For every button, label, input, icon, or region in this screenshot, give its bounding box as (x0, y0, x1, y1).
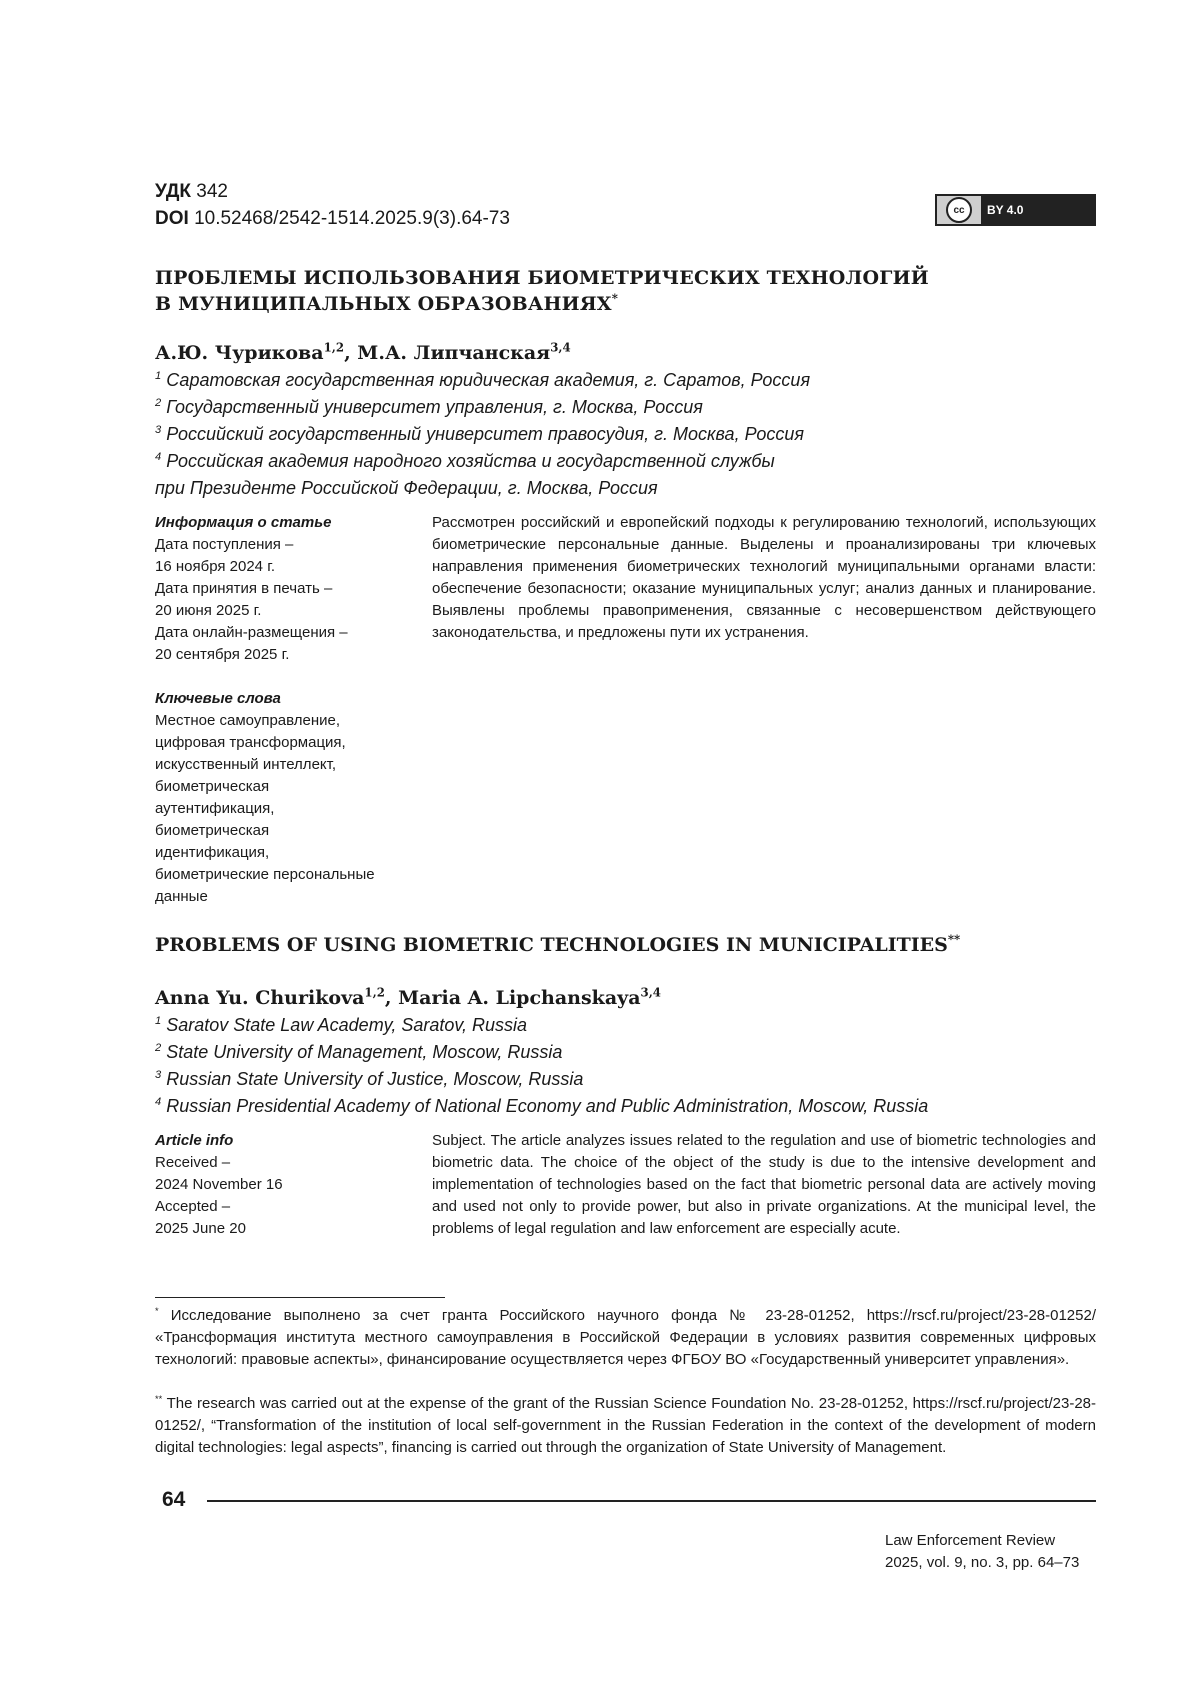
en-author-2: Maria A. Lipchanskaya (398, 987, 641, 1009)
en-title-text: PROBLEMS OF USING BIOMETRIC TECHNOLOGIES IN MUNICIPALITIES (155, 934, 948, 956)
ru-keyword-line: данные (155, 888, 208, 905)
footer-divider (207, 1500, 1096, 1502)
cc-icon-wrap (937, 196, 981, 224)
ru-author-1-sup: 1,2 (323, 340, 345, 355)
udk-value: 342 (196, 181, 228, 202)
en-abstract: Subject. The article analyzes issues related to the regulation and use of biometric technologies and biometric data. The choice of the object of the study is due to the intensive development and implementation of technologies based on the fact that biometric personal data are actively moving and used not only to provide power, but also in private organizations. At the municipal level, the problems of legal regulation and law enforcement are especially acute. (432, 1132, 1096, 1237)
ru-keywords (155, 688, 410, 908)
en-aff-num: 4 (155, 1096, 162, 1108)
en-affiliation (155, 1093, 1115, 1120)
doi-value[interactable]: 10.52468/2542-1514.2025.9(3).64-73 (194, 208, 510, 229)
en-aff-text: Russian State University of Justice, Moscow, Russia (166, 1069, 584, 1089)
ru-title-line2: В МУНИЦИПАЛЬНЫХ ОБРАЗОВАНИЯХ (155, 293, 612, 315)
en-author-1: Anna Yu. Churikova (155, 987, 365, 1009)
en-article-info (155, 1130, 410, 1240)
ru-article-info (155, 512, 410, 666)
en-author-sep: , (384, 987, 399, 1009)
cc-license-badge[interactable] (935, 194, 1096, 226)
en-info-heading: Article info (155, 1132, 234, 1149)
ru-affiliations (155, 367, 1055, 502)
ru-aff-num: 3 (155, 424, 162, 436)
en-affiliation (155, 1012, 1115, 1039)
ru-keyword-line: аутентификация, (155, 800, 275, 817)
ru-affiliation (155, 367, 1055, 394)
en-author-1-sup: 1,2 (364, 985, 385, 1000)
en-aff-text: State University of Management, Moscow, Russia (166, 1042, 563, 1062)
ru-title-footnote-mark: * (611, 291, 619, 306)
udk-label: УДК (155, 181, 191, 202)
en-aff-text: Russian Presidential Academy of National Economy and Public Administration, Moscow, Russia (166, 1096, 929, 1116)
journal-volume: 2025, vol. 9, no. 3, pp. 64–73 (885, 1554, 1080, 1571)
en-info-line: 2024 November 16 (155, 1176, 283, 1193)
en-aff-text: Saratov State Law Academy, Saratov, Russia (166, 1015, 528, 1035)
udk-line (155, 180, 228, 204)
ru-info-heading: Информация о статье (155, 514, 332, 531)
ru-keyword-line: искусственный интеллект, (155, 756, 337, 773)
journal-name: Law Enforcement Review (885, 1532, 1056, 1549)
ru-keyword-line: цифровая трансформация, (155, 734, 346, 751)
ru-aff-text: Российская академия народного хозяйства и государственной службы (166, 451, 775, 471)
ru-author-1: А.Ю. Чурикова (155, 342, 324, 364)
ru-keywords-heading: Ключевые слова (155, 690, 281, 707)
footnote-mark: ** (155, 1394, 163, 1404)
ru-affiliation-4-cont: при Президенте Российской Федерации, г. Москва, Россия (155, 478, 658, 498)
en-title-footnote-mark: ** (947, 932, 961, 947)
doi-line (155, 207, 510, 231)
en-affiliations (155, 1012, 1115, 1120)
ru-affiliation (155, 448, 1055, 475)
en-info-line: Received – (155, 1154, 231, 1171)
ru-aff-num: 1 (155, 370, 162, 382)
ru-aff-text: Российский государственный университет правосудия, г. Москва, Россия (166, 424, 805, 444)
ru-info-line: Дата принятия в печать – (155, 580, 333, 597)
en-authors (155, 985, 661, 1011)
ru-keyword-line: биометрическая (155, 822, 270, 839)
page-number: 64 (162, 1488, 186, 1511)
footnote-divider (155, 1297, 445, 1298)
ru-authors (155, 340, 571, 366)
footnote-text: The research was carried out at the expense of the grant of the Russian Science Foundation No. 23-28-01252, https://rscf.ru/project/23-28-01252/, “Transformation of the institution of local self-government in the Russian Federation in the context of the development of modern digital technologies: legal aspects”, financing is carried out through the organization of State University of Management. (155, 1395, 1097, 1456)
footnote-en (155, 1393, 1096, 1459)
ru-title-line1: ПРОБЛЕМЫ ИСПОЛЬЗОВАНИЯ БИОМЕТРИЧЕСКИХ ТЕХНОЛОГИЙ (155, 267, 929, 289)
ru-author-2-sup: 3,4 (550, 340, 571, 355)
ru-abstract: Рассмотрен российский и европейский подходы к регулированию технологий, использующих биометрические персональные данные. Выделены и проанализированы три ключевых направления применения биометрических технологий муниципальными органами власти: обеспечение безопасности; оказание муниципальных услуг; анализ данных и планирование. Выявлены проблемы правоприменения, связанные с несовершенством действующего законодательства, и предложены пути их устранения. (432, 514, 1096, 641)
ru-affiliation (155, 394, 1055, 421)
en-aff-num: 1 (155, 1015, 162, 1027)
en-info-line: Accepted – (155, 1198, 231, 1215)
ru-aff-num: 2 (155, 397, 162, 409)
en-affiliation (155, 1066, 1115, 1093)
en-article-title (155, 932, 960, 958)
ru-author-sep: , (344, 342, 358, 364)
ru-keyword-line: биометрическая (155, 778, 270, 795)
ru-info-line: Дата онлайн-размещения – (155, 624, 348, 641)
ru-author-2: М.А. Липчанская (357, 342, 551, 364)
ru-keyword-line: идентификация, (155, 844, 270, 861)
journal-citation (885, 1530, 1079, 1574)
license-text: BY 4.0 (987, 203, 1024, 217)
ru-keyword-line: биометрические персональные (155, 866, 375, 883)
ru-info-line: 20 сентября 2025 г. (155, 646, 290, 663)
footnote-text: Исследование выполнено за счет гранта Российского научного фонда № 23-28-01252, https://rscf.ru/project/23-28-01252/ «Трансформация института местного самоуправления в Российской Федерации в условиях развития современных цифровых технологий: правовые аспекты», финансирование осуществляется через ФГБОУ ВО «Государственный университет управления». (155, 1307, 1096, 1368)
footnote-ru (155, 1305, 1096, 1371)
cc-icon: cc (946, 197, 972, 223)
doi-label: DOI (155, 208, 189, 229)
en-author-2-sup: 3,4 (640, 985, 661, 1000)
ru-aff-text: Саратовская государственная юридическая академия, г. Саратов, Россия (166, 370, 811, 390)
ru-affiliation (155, 421, 1055, 448)
ru-aff-text: Государственный университет управления, г. Москва, Россия (166, 397, 703, 417)
ru-keyword-line: Местное самоуправление, (155, 712, 341, 729)
ru-info-line: 20 июня 2025 г. (155, 602, 262, 619)
ru-info-line: 16 ноября 2024 г. (155, 558, 275, 575)
ru-article-title (155, 265, 1055, 317)
en-info-line: 2025 June 20 (155, 1220, 246, 1237)
en-aff-num: 2 (155, 1042, 162, 1054)
footnote-mark: * (155, 1306, 159, 1316)
en-aff-num: 3 (155, 1069, 162, 1081)
ru-info-line: Дата поступления – (155, 536, 294, 553)
ru-aff-num: 4 (155, 451, 162, 463)
en-affiliation (155, 1039, 1115, 1066)
